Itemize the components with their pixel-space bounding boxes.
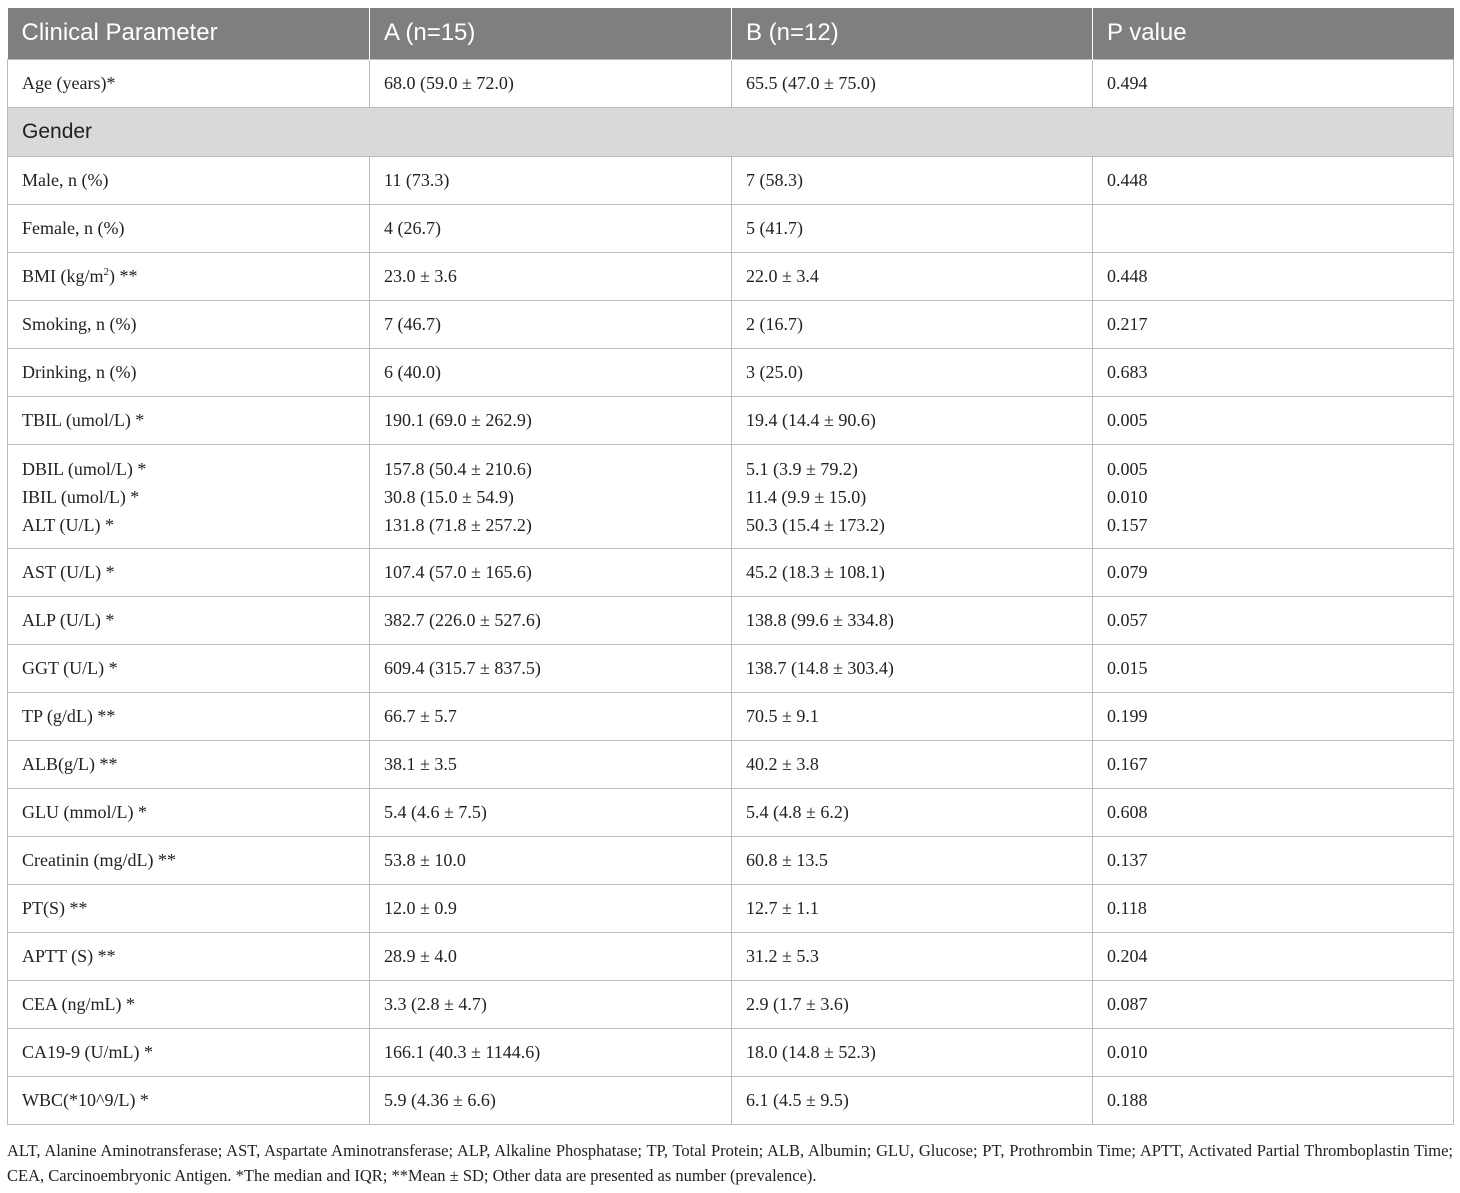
header-group-a: A (n=15) [370,8,732,59]
table-row [8,300,1454,348]
table-row [8,692,1454,740]
line-ibil: IBIL (umol/L) * [22,487,140,507]
table-row [8,156,1454,204]
cell-p-value: 0.005 [1093,396,1454,444]
cell-parameter [8,444,370,548]
cell-group-a: 28.9 ± 4.0 [370,932,732,980]
line-ibil-b: 11.4 (9.9 ± 15.0) [746,487,867,507]
cell-p-value: 0.217 [1093,300,1454,348]
cell-p-value: 0.199 [1093,692,1454,740]
cell-p-value: 0.188 [1093,1076,1454,1124]
cell-group-b: 12.7 ± 1.1 [732,884,1093,932]
cell-group-a: 7 (46.7) [370,300,732,348]
cell-group-b: 6.1 (4.5 ± 9.5) [732,1076,1093,1124]
table-footnote: ALT, Alanine Aminotransferase; AST, Aspartate Aminotransferase; ALP, Alkaline Phosphatase; TP, Total Protein; ALB, Albumin; GLU, Glucose; PT, Prothrombin Time; APTT, Activated Partial Thromboplastin Time; CEA, Carcinoembryonic Antigen. *The median and IQR; **Mean ± SD; Other data are presented as number (prevalence). [7,1141,1453,1185]
line-dbil-p: 0.005 [1107,459,1148,479]
cell-group-b: 40.2 ± 3.8 [732,740,1093,788]
cell-group-b: 22.0 ± 3.4 [732,252,1093,300]
cell-group-b: 70.5 ± 9.1 [732,692,1093,740]
bmi-label-post: ) ** [109,265,138,286]
header-p-value: P value [1093,8,1454,59]
table-row [8,980,1454,1028]
cell-parameter: TBIL (umol/L) * [8,396,370,444]
cell-p-value: 0.087 [1093,980,1454,1028]
line-alt-p: 0.157 [1107,515,1148,535]
cell-parameter: Female, n (%) [8,204,370,252]
cell-group-a: 5.9 (4.36 ± 6.6) [370,1076,732,1124]
cell-parameter: TP (g/dL) ** [8,692,370,740]
cell-p-value: 0.167 [1093,740,1454,788]
table-row [8,1076,1454,1124]
cell-parameter: Creatinin (mg/dL) ** [8,836,370,884]
cell-group-b: 138.8 (99.6 ± 334.8) [732,596,1093,644]
line-dbil: DBIL (umol/L) * [22,459,147,479]
cell-p-value [1093,444,1454,548]
cell-group-a [370,444,732,548]
cell-p-value: 0.010 [1093,1028,1454,1076]
table-row [8,396,1454,444]
cell-group-a: 38.1 ± 3.5 [370,740,732,788]
line-ibil-p: 0.010 [1107,487,1148,507]
header-clinical-parameter: Clinical Parameter [8,8,370,59]
cell-p-value: 0.683 [1093,348,1454,396]
cell-parameter: GGT (U/L) * [8,644,370,692]
cell-parameter: AST (U/L) * [8,548,370,596]
section-row-gender [8,107,1454,156]
cell-group-a: 66.7 ± 5.7 [370,692,732,740]
cell-p-value: 0.057 [1093,596,1454,644]
bmi-label-pre: BMI (kg/m [22,265,104,286]
cell-group-a: 68.0 (59.0 ± 72.0) [370,59,732,107]
cell-p-value: 0.448 [1093,156,1454,204]
table-row-multiline [8,444,1454,548]
line-alt-a: 131.8 (71.8 ± 257.2) [384,515,532,535]
table-row [8,644,1454,692]
cell-group-b: 45.2 (18.3 ± 108.1) [732,548,1093,596]
cell-group-a: 6 (40.0) [370,348,732,396]
cell-parameter: Male, n (%) [8,156,370,204]
cell-group-b: 31.2 ± 5.3 [732,932,1093,980]
cell-group-b: 60.8 ± 13.5 [732,836,1093,884]
table-row [8,348,1454,396]
cell-group-a: 5.4 (4.6 ± 7.5) [370,788,732,836]
header-group-b: B (n=12) [732,8,1093,59]
cell-parameter: GLU (mmol/L) * [8,788,370,836]
cell-p-value: 0.137 [1093,836,1454,884]
clinical-parameters-table [7,8,1454,1125]
cell-group-a: 609.4 (315.7 ± 837.5) [370,644,732,692]
bmi-label-superscript: 2 [103,265,110,278]
cell-p-value: 0.118 [1093,884,1454,932]
table-row [8,548,1454,596]
table-row [8,788,1454,836]
cell-p-value [1093,204,1454,252]
line-dbil-a: 157.8 (50.4 ± 210.6) [384,459,532,479]
cell-parameter: PT(S) ** [8,884,370,932]
cell-group-a: 4 (26.7) [370,204,732,252]
table-row [8,596,1454,644]
cell-p-value: 0.608 [1093,788,1454,836]
cell-p-value: 0.204 [1093,932,1454,980]
cell-parameter: ALP (U/L) * [8,596,370,644]
cell-parameter: Smoking, n (%) [8,300,370,348]
table-row [8,1028,1454,1076]
table-row [8,59,1454,107]
cell-parameter: Drinking, n (%) [8,348,370,396]
cell-group-b: 2.9 (1.7 ± 3.6) [732,980,1093,1028]
cell-group-b: 138.7 (14.8 ± 303.4) [732,644,1093,692]
line-alt-b: 50.3 (15.4 ± 173.2) [746,515,885,535]
cell-parameter: CEA (ng/mL) * [8,980,370,1028]
cell-group-a: 190.1 (69.0 ± 262.9) [370,396,732,444]
cell-p-value: 0.015 [1093,644,1454,692]
cell-p-value: 0.079 [1093,548,1454,596]
cell-group-b: 18.0 (14.8 ± 52.3) [732,1028,1093,1076]
cell-group-b: 5 (41.7) [732,204,1093,252]
table-header-row [8,8,1454,59]
cell-parameter: APTT (S) ** [8,932,370,980]
clinical-table-container [7,8,1453,1125]
cell-parameter: WBC(*10^9/L) * [8,1076,370,1124]
cell-group-b: 5.4 (4.8 ± 6.2) [732,788,1093,836]
section-label: Gender [8,107,1454,156]
cell-parameter [8,252,370,300]
table-row [8,884,1454,932]
cell-group-b: 65.5 (47.0 ± 75.0) [732,59,1093,107]
cell-group-a: 3.3 (2.8 ± 4.7) [370,980,732,1028]
cell-parameter: ALB(g/L) ** [8,740,370,788]
cell-group-b: 3 (25.0) [732,348,1093,396]
line-ibil-a: 30.8 (15.0 ± 54.9) [384,487,514,507]
table-row [8,740,1454,788]
cell-group-a: 382.7 (226.0 ± 527.6) [370,596,732,644]
cell-group-a: 166.1 (40.3 ± 1144.6) [370,1028,732,1076]
cell-p-value: 0.448 [1093,252,1454,300]
cell-group-b: 7 (58.3) [732,156,1093,204]
line-dbil-b: 5.1 (3.9 ± 79.2) [746,459,858,479]
cell-group-a: 11 (73.3) [370,156,732,204]
cell-group-a: 107.4 (57.0 ± 165.6) [370,548,732,596]
cell-p-value: 0.494 [1093,59,1454,107]
table-body [8,59,1454,1124]
cell-group-a: 53.8 ± 10.0 [370,836,732,884]
table-row [8,204,1454,252]
cell-group-b [732,444,1093,548]
cell-group-a: 12.0 ± 0.9 [370,884,732,932]
table-row [8,932,1454,980]
cell-group-b: 19.4 (14.4 ± 90.6) [732,396,1093,444]
line-alt: ALT (U/L) * [22,515,114,535]
cell-parameter: CA19-9 (U/mL) * [8,1028,370,1076]
cell-group-b: 2 (16.7) [732,300,1093,348]
cell-group-a: 23.0 ± 3.6 [370,252,732,300]
table-row-bmi [8,252,1454,300]
table-row [8,836,1454,884]
cell-parameter: Age (years)* [8,59,370,107]
